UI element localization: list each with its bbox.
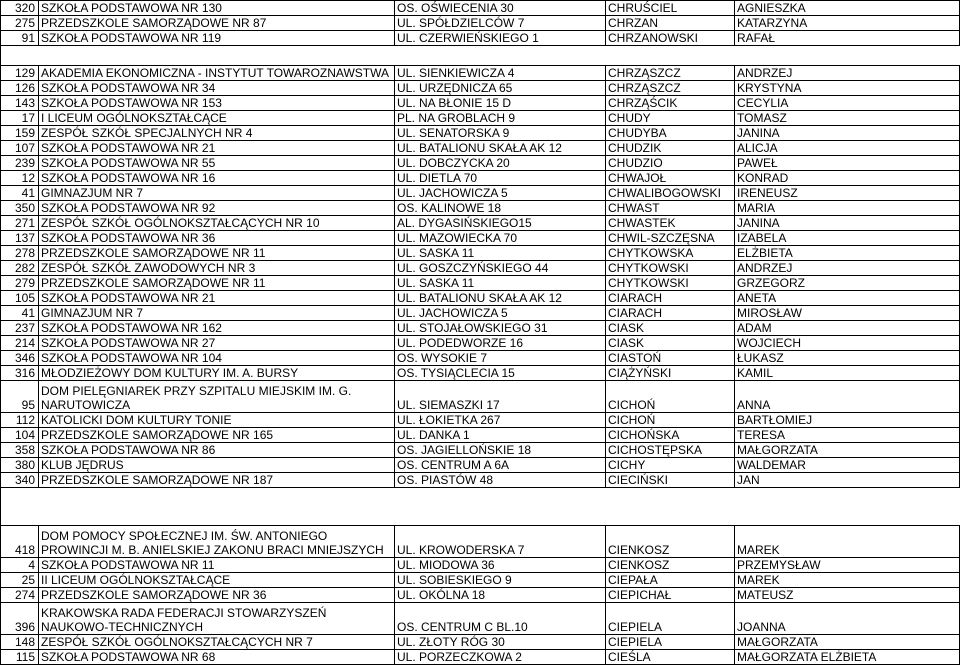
name-cell: ANDRZEJ <box>735 261 960 276</box>
id-cell: 239 <box>1 156 39 171</box>
surname-cell: CHWASTEK <box>606 216 735 231</box>
table-row <box>1 321 960 336</box>
school-cell: KATOLICKI DOM KULTURY TONIE <box>39 413 395 428</box>
name-cell: MAŁGORZATA ELŻBIETA <box>735 650 960 665</box>
id-cell: 129 <box>1 66 39 81</box>
school-cell: SZKOŁA PODSTAWOWA NR 130 <box>39 1 395 16</box>
table-row <box>1 126 960 141</box>
surname-cell: CIEPAŁA <box>606 573 735 588</box>
table-row <box>1 246 960 261</box>
spacer-cell <box>1 46 39 66</box>
table-row <box>1 473 960 488</box>
surname-cell: CICHOSTĘPSKA <box>606 443 735 458</box>
street-cell: UL. SPÓŁDZIELCÓW 7 <box>395 16 606 31</box>
surname-cell: CHRUŚCIEL <box>606 1 735 16</box>
name-cell: ELŻBIETA <box>735 246 960 261</box>
name-cell: MARIA <box>735 201 960 216</box>
table-row <box>1 1 960 16</box>
name-cell: WOJCIECH <box>735 336 960 351</box>
id-cell: 282 <box>1 261 39 276</box>
surname-cell: CHRZAN <box>606 16 735 31</box>
table-row <box>1 171 960 186</box>
table-row <box>1 458 960 473</box>
id-cell: 115 <box>1 650 39 665</box>
name-cell: MAREK <box>735 573 960 588</box>
school-cell: PRZEDSZKOLE SAMORZĄDOWE NR 187 <box>39 473 395 488</box>
street-cell: UL. SASKA 11 <box>395 246 606 261</box>
surname-cell: CIARACH <box>606 306 735 321</box>
spacer-cell <box>735 46 960 66</box>
table-row <box>1 603 960 635</box>
contacts-table-body <box>1 1 960 665</box>
id-cell: 91 <box>1 31 39 46</box>
table-row <box>1 231 960 246</box>
street-cell: UL. DOBCZYCKA 20 <box>395 156 606 171</box>
table-row <box>1 216 960 231</box>
table-row <box>1 66 960 81</box>
name-cell: KAMIL <box>735 366 960 381</box>
street-cell: OS. TYSIĄCLECIA 15 <box>395 366 606 381</box>
name-cell: ADAM <box>735 321 960 336</box>
street-cell: OS. PIASTÓW 48 <box>395 473 606 488</box>
name-cell: MAŁGORZATA <box>735 635 960 650</box>
id-cell: 278 <box>1 246 39 261</box>
surname-cell: CIEPICHAŁ <box>606 588 735 603</box>
street-cell: OS. CENTRUM C BL.10 <box>395 603 606 635</box>
table-row <box>1 573 960 588</box>
school-cell: ZESPÓŁ SZKÓŁ OGÓLNOKSZTAŁCĄCYCH NR 7 <box>39 635 395 650</box>
name-cell: MATEUSZ <box>735 588 960 603</box>
id-cell: 112 <box>1 413 39 428</box>
table-row <box>1 526 960 558</box>
school-cell: PRZEDSZKOLE SAMORZĄDOWE NR 36 <box>39 588 395 603</box>
street-cell: UL. SIENKIEWICZA 4 <box>395 66 606 81</box>
school-cell: SZKOŁA PODSTAWOWA NR 153 <box>39 96 395 111</box>
table-row <box>1 443 960 458</box>
name-cell: KRYSTYNA <box>735 81 960 96</box>
id-cell: 159 <box>1 126 39 141</box>
school-cell: SZKOŁA PODSTAWOWA NR 11 <box>39 558 395 573</box>
surname-cell: CIENKOSZ <box>606 558 735 573</box>
street-cell: AL. DYGASIŃSKIEGO15 <box>395 216 606 231</box>
surname-cell: CHUDZIO <box>606 156 735 171</box>
table-row <box>1 351 960 366</box>
name-cell: CECYLIA <box>735 96 960 111</box>
spacer-cell <box>39 46 395 66</box>
street-cell: OS. JAGIELLOŃSKIE 18 <box>395 443 606 458</box>
id-cell: 148 <box>1 635 39 650</box>
name-cell: ŁUKASZ <box>735 351 960 366</box>
spacer-row <box>1 488 960 526</box>
surname-cell: CHUDYBA <box>606 126 735 141</box>
name-cell: RAFAŁ <box>735 31 960 46</box>
table-row <box>1 201 960 216</box>
street-cell: UL. SENATORSKA 9 <box>395 126 606 141</box>
school-cell: PRZEDSZKOLE SAMORZĄDOWE NR 11 <box>39 276 395 291</box>
street-cell: OS. OŚWIECENIA 30 <box>395 1 606 16</box>
surname-cell: CHWAST <box>606 201 735 216</box>
table-row <box>1 588 960 603</box>
name-cell: BARTŁOMIEJ <box>735 413 960 428</box>
name-cell: PRZEMYSŁAW <box>735 558 960 573</box>
school-cell: II LICEUM OGÓLNOKSZTAŁCĄCE <box>39 573 395 588</box>
school-cell: SZKOŁA PODSTAWOWA NR 86 <box>39 443 395 458</box>
street-cell: UL. ŁOKIETKA 267 <box>395 413 606 428</box>
id-cell: 41 <box>1 306 39 321</box>
surname-cell: CHRZĄŚCIK <box>606 96 735 111</box>
name-cell: ANDRZEJ <box>735 66 960 81</box>
table-row <box>1 558 960 573</box>
id-cell: 126 <box>1 81 39 96</box>
surname-cell: CIECIŃSKI <box>606 473 735 488</box>
name-cell: GRZEGORZ <box>735 276 960 291</box>
school-cell: DOM POMOCY SPOŁECZNEJ IM. ŚW. ANTONIEGO PROWINCJI M. B. ANIELSKIEJ ZAKONU BRACI MNIEJSZYCH <box>39 526 395 558</box>
street-cell: UL. NA BŁONIE 15 D <box>395 96 606 111</box>
id-cell: 143 <box>1 96 39 111</box>
school-cell: SZKOŁA PODSTAWOWA NR 27 <box>39 336 395 351</box>
street-cell: UL. SOBIESKIEGO 9 <box>395 573 606 588</box>
surname-cell: CIEPIELA <box>606 603 735 635</box>
table-row <box>1 81 960 96</box>
school-cell: GIMNAZJUM NR 7 <box>39 186 395 201</box>
school-cell: GIMNAZJUM NR 7 <box>39 306 395 321</box>
id-cell: 137 <box>1 231 39 246</box>
table-row <box>1 650 960 665</box>
id-cell: 237 <box>1 321 39 336</box>
name-cell: IRENEUSZ <box>735 186 960 201</box>
table-row <box>1 111 960 126</box>
name-cell: WALDEMAR <box>735 458 960 473</box>
surname-cell: CHYTKOWSKA <box>606 246 735 261</box>
id-cell: 396 <box>1 603 39 635</box>
surname-cell: CHUDY <box>606 111 735 126</box>
street-cell: OS. CENTRUM A 6A <box>395 458 606 473</box>
street-cell: UL. PORZECZKOWA 2 <box>395 650 606 665</box>
name-cell: PAWEŁ <box>735 156 960 171</box>
id-cell: 279 <box>1 276 39 291</box>
name-cell: ALICJA <box>735 141 960 156</box>
school-cell: I LICEUM OGÓLNOKSZTAŁCĄCE <box>39 111 395 126</box>
surname-cell: CIENKOSZ <box>606 526 735 558</box>
table-row <box>1 141 960 156</box>
surname-cell: CHWALIBOGOWSKI <box>606 186 735 201</box>
id-cell: 105 <box>1 291 39 306</box>
surname-cell: CIASK <box>606 336 735 351</box>
name-cell: IZABELA <box>735 231 960 246</box>
surname-cell: CIEPIELA <box>606 635 735 650</box>
surname-cell: CIEŚLA <box>606 650 735 665</box>
school-cell: SZKOŁA PODSTAWOWA NR 104 <box>39 351 395 366</box>
school-cell: KRAKOWSKA RADA FEDERACJI STOWARZYSZEŃ NAUKOWO-TECHNICZNYCH <box>39 603 395 635</box>
table-row <box>1 261 960 276</box>
table-row <box>1 186 960 201</box>
school-cell: AKADEMIA EKONOMICZNA - INSTYTUT TOWAROZNAWSTWA <box>39 66 395 81</box>
street-cell: UL. URZĘDNICZA 65 <box>395 81 606 96</box>
school-cell: SZKOŁA PODSTAWOWA NR 162 <box>39 321 395 336</box>
spacer-cell <box>735 488 960 526</box>
street-cell: UL. GOSZCZYŃSKIEGO 44 <box>395 261 606 276</box>
table-row <box>1 276 960 291</box>
id-cell: 320 <box>1 1 39 16</box>
street-cell: UL. SIEMASZKI 17 <box>395 381 606 413</box>
school-cell: SZKOŁA PODSTAWOWA NR 119 <box>39 31 395 46</box>
spacer-cell <box>39 488 395 526</box>
id-cell: 340 <box>1 473 39 488</box>
street-cell: UL. BATALIONU SKAŁA AK 12 <box>395 291 606 306</box>
name-cell: TERESA <box>735 428 960 443</box>
id-cell: 271 <box>1 216 39 231</box>
surname-cell: CHWAJOŁ <box>606 171 735 186</box>
name-cell: KONRAD <box>735 171 960 186</box>
street-cell: UL. SASKA 11 <box>395 276 606 291</box>
table-row <box>1 428 960 443</box>
table-row <box>1 366 960 381</box>
street-cell: UL. JACHOWICZA 5 <box>395 306 606 321</box>
id-cell: 4 <box>1 558 39 573</box>
table-row <box>1 635 960 650</box>
school-cell: SZKOŁA PODSTAWOWA NR 92 <box>39 201 395 216</box>
name-cell: JAN <box>735 473 960 488</box>
spacer-cell <box>1 488 39 526</box>
id-cell: 350 <box>1 201 39 216</box>
table-row <box>1 16 960 31</box>
school-cell: PRZEDSZKOLE SAMORZĄDOWE NR 165 <box>39 428 395 443</box>
street-cell: UL. MAZOWIECKA 70 <box>395 231 606 246</box>
street-cell: UL. OKÓLNA 18 <box>395 588 606 603</box>
street-cell: UL. KROWODERSKA 7 <box>395 526 606 558</box>
name-cell: KATARZYNA <box>735 16 960 31</box>
street-cell: OS. WYSOKIE 7 <box>395 351 606 366</box>
name-cell: JOANNA <box>735 603 960 635</box>
school-cell: SZKOŁA PODSTAWOWA NR 55 <box>39 156 395 171</box>
spacer-cell <box>606 488 735 526</box>
id-cell: 41 <box>1 186 39 201</box>
school-cell: SZKOŁA PODSTAWOWA NR 36 <box>39 231 395 246</box>
school-cell: SZKOŁA PODSTAWOWA NR 68 <box>39 650 395 665</box>
school-cell: PRZEDSZKOLE SAMORZĄDOWE NR 87 <box>39 16 395 31</box>
table-row <box>1 96 960 111</box>
name-cell: ANETA <box>735 291 960 306</box>
surname-cell: CHRZANOWSKI <box>606 31 735 46</box>
school-cell: ZESPÓŁ SZKÓŁ OGÓLNOKSZTAŁCĄCYCH NR 10 <box>39 216 395 231</box>
street-cell: UL. CZERWIEŃSKIEGO 1 <box>395 31 606 46</box>
table-row <box>1 306 960 321</box>
street-cell: UL. DIETLA 70 <box>395 171 606 186</box>
school-cell: DOM PIELĘGNIAREK PRZY SZPITALU MIEJSKIM IM. G. NARUTOWICZA <box>39 381 395 413</box>
street-cell: UL. JACHOWICZA 5 <box>395 186 606 201</box>
surname-cell: CHRZĄSZCZ <box>606 66 735 81</box>
id-cell: 17 <box>1 111 39 126</box>
id-cell: 107 <box>1 141 39 156</box>
id-cell: 380 <box>1 458 39 473</box>
surname-cell: CHRZĄSZCZ <box>606 81 735 96</box>
table-row <box>1 381 960 413</box>
street-cell: UL. DANKA 1 <box>395 428 606 443</box>
street-cell: UL. BATALIONU SKAŁA AK 12 <box>395 141 606 156</box>
surname-cell: CIASTOŃ <box>606 351 735 366</box>
name-cell: TOMASZ <box>735 111 960 126</box>
id-cell: 95 <box>1 381 39 413</box>
street-cell: UL. MIODOWA 36 <box>395 558 606 573</box>
id-cell: 418 <box>1 526 39 558</box>
id-cell: 358 <box>1 443 39 458</box>
name-cell: MAŁGORZATA <box>735 443 960 458</box>
surname-cell: CHWIL-SZCZĘSNA <box>606 231 735 246</box>
surname-cell: CIĄŻYŃSKI <box>606 366 735 381</box>
id-cell: 274 <box>1 588 39 603</box>
name-cell: JANINA <box>735 126 960 141</box>
surname-cell: CIARACH <box>606 291 735 306</box>
school-cell: MŁODZIEŻOWY DOM KULTURY IM. A. BURSY <box>39 366 395 381</box>
name-cell: ANNA <box>735 381 960 413</box>
table-row <box>1 336 960 351</box>
spacer-cell <box>395 488 606 526</box>
table-row <box>1 291 960 306</box>
name-cell: MIROSŁAW <box>735 306 960 321</box>
surname-cell: CICHY <box>606 458 735 473</box>
surname-cell: CHUDZIK <box>606 141 735 156</box>
street-cell: PL. NA GROBLACH 9 <box>395 111 606 126</box>
school-cell: SZKOŁA PODSTAWOWA NR 34 <box>39 81 395 96</box>
table-row <box>1 413 960 428</box>
id-cell: 12 <box>1 171 39 186</box>
spacer-cell <box>606 46 735 66</box>
surname-cell: CHYTKOWSKI <box>606 276 735 291</box>
surname-cell: CIASK <box>606 321 735 336</box>
name-cell: AGNIESZKA <box>735 1 960 16</box>
school-cell: ZESPÓŁ SZKÓŁ ZAWODOWYCH NR 3 <box>39 261 395 276</box>
surname-cell: CICHOŃSKA <box>606 428 735 443</box>
surname-cell: CICHOŃ <box>606 413 735 428</box>
street-cell: OS. KALINOWE 18 <box>395 201 606 216</box>
school-cell: SZKOŁA PODSTAWOWA NR 21 <box>39 291 395 306</box>
school-cell: SZKOŁA PODSTAWOWA NR 16 <box>39 171 395 186</box>
id-cell: 275 <box>1 16 39 31</box>
table-row <box>1 156 960 171</box>
id-cell: 25 <box>1 573 39 588</box>
school-cell: PRZEDSZKOLE SAMORZĄDOWE NR 11 <box>39 246 395 261</box>
spacer-row <box>1 46 960 66</box>
name-cell: MAREK <box>735 526 960 558</box>
street-cell: UL. ZŁOTY RÓG 30 <box>395 635 606 650</box>
school-cell: ZESPÓŁ SZKÓŁ SPECJALNYCH NR 4 <box>39 126 395 141</box>
street-cell: UL. STOJAŁOWSKIEGO 31 <box>395 321 606 336</box>
surname-cell: CICHOŃ <box>606 381 735 413</box>
id-cell: 316 <box>1 366 39 381</box>
street-cell: UL. PODEDWORZE 16 <box>395 336 606 351</box>
id-cell: 214 <box>1 336 39 351</box>
table-row <box>1 31 960 46</box>
school-cell: SZKOŁA PODSTAWOWA NR 21 <box>39 141 395 156</box>
spacer-cell <box>395 46 606 66</box>
school-cell: KLUB JĘDRUS <box>39 458 395 473</box>
id-cell: 104 <box>1 428 39 443</box>
name-cell: JANINA <box>735 216 960 231</box>
surname-cell: CHYTKOWSKI <box>606 261 735 276</box>
id-cell: 346 <box>1 351 39 366</box>
